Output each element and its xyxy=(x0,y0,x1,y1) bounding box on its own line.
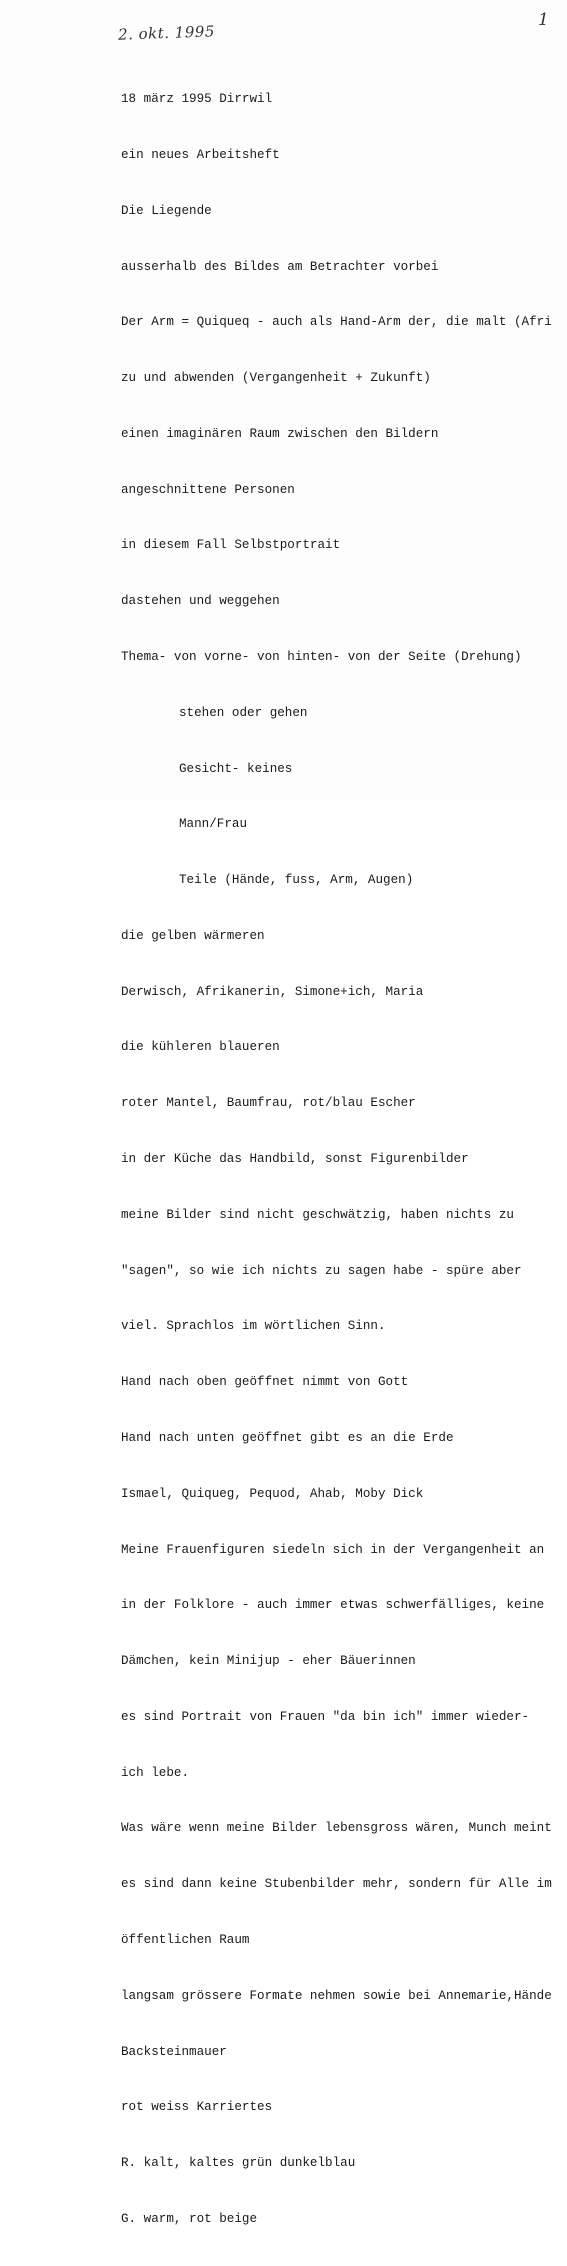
handwritten-page-number: 1 xyxy=(538,10,550,30)
text-line: Dämchen, kein Minijup - eher Bäuerinnen xyxy=(121,1654,416,1669)
text-line: Hand nach unten geöffnet gibt es an die Erde xyxy=(121,1430,454,1445)
text-line: ich lebe. xyxy=(121,1765,190,1780)
text-line: angeschnittene Personen xyxy=(121,482,295,497)
handwritten-date: 2. okt. 1995 xyxy=(117,22,216,44)
text-line: öffentlichen Raum xyxy=(121,1932,250,1947)
text-line: Der Arm = Quiqueq - auch als Hand-Arm der, die malt (Afri xyxy=(121,315,552,330)
text-line: langsam grössere Formate nehmen sowie bei Annemarie,Hände xyxy=(121,1988,552,2003)
text-line: R. kalt, kaltes grün dunkelblau xyxy=(121,2156,356,2171)
text-line: zu und abwenden (Vergangenheit + Zukunft) xyxy=(121,371,431,386)
text-line: Thema- von vorne- von hinten- von der Seite (Drehung) xyxy=(121,650,522,664)
text-line: Mann/Frau xyxy=(179,817,248,832)
text-line: G. warm, rot beige xyxy=(121,2211,258,2226)
text-line: es sind Portrait von Frauen "da bin ich" immer wieder- xyxy=(121,1709,530,1724)
text-line: viel. Sprachlos im wörtlichen Sinn. xyxy=(121,1319,386,1334)
text-line: dastehen und weggehen xyxy=(121,594,280,609)
text-line: es sind dann keine Stubenbilder mehr, sondern für Alle im xyxy=(121,1877,552,1892)
text-line: Ismael, Quiqueg, Pequod, Ahab, Moby Dick xyxy=(121,1486,424,1501)
text-line: Derwisch, Afrikanerin, Simone+ich, Maria xyxy=(121,984,424,999)
text-line: Meine Frauenfiguren siedeln sich in der Vergangenheit an xyxy=(121,1542,545,1557)
text-line: Die Liegende xyxy=(121,203,212,218)
text-line: ein neues Arbeitsheft xyxy=(121,147,280,162)
text-line: rot weiss Karriertes xyxy=(121,2100,273,2115)
text-line: die gelben wärmeren xyxy=(121,928,265,943)
text-line: ausserhalb des Bildes am Betrachter vorbei xyxy=(121,259,439,274)
text-line: in der Folklore - auch immer etwas schwerfälliges, keine xyxy=(121,1598,545,1613)
text-line: in der Küche das Handbild, sonst Figurenbilder xyxy=(121,1152,469,1167)
text-line: Teile (Hände, fuss, Arm, Augen) xyxy=(179,873,414,888)
text-line: roter Mantel, Baumfrau, rot/blau Escher xyxy=(121,1096,416,1111)
text-line: die kühleren blaueren xyxy=(121,1040,280,1055)
text-line: Hand nach oben geöffnet nimmt von Gott xyxy=(121,1375,409,1390)
text-line: in diesem Fall Selbstportrait xyxy=(121,538,341,553)
text-line: meine Bilder sind nicht geschwätzig, haben nichts zu xyxy=(121,1207,514,1222)
typewritten-text xyxy=(121,53,561,2266)
text-line: Backsteinmauer xyxy=(121,2044,227,2059)
text-line: "sagen", so wie ich nichts zu sagen habe - spüre aber xyxy=(121,1263,522,1278)
text-line: Was wäre wenn meine Bilder lebensgross wären, Munch meint xyxy=(121,1821,552,1836)
text-line: einen imaginären Raum zwischen den Bildern xyxy=(121,426,439,441)
text-line: stehen oder gehen xyxy=(179,705,308,720)
text-line: Gesicht- keines xyxy=(179,761,293,776)
text-line: 18 märz 1995 Dirrwil xyxy=(121,92,273,107)
